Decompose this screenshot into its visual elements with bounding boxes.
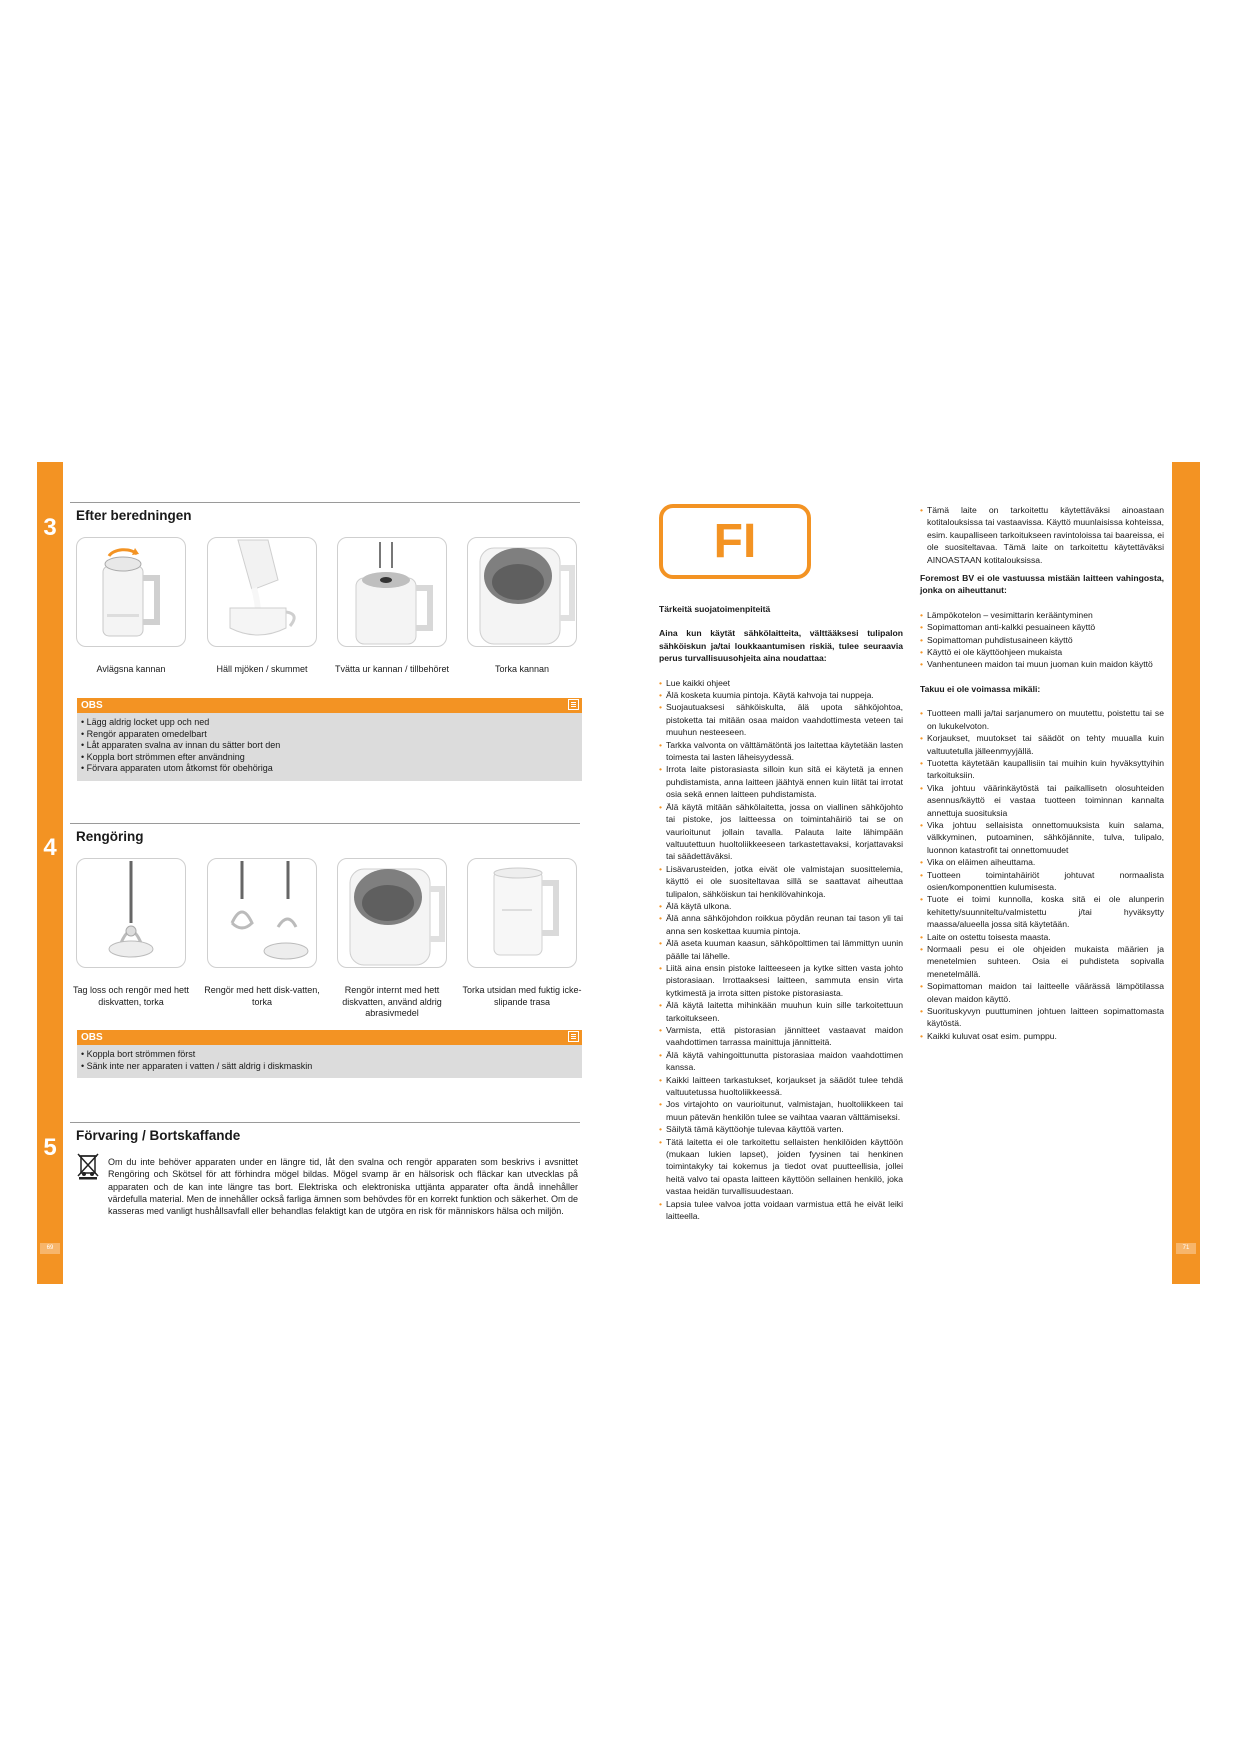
- safety-intro: Aina kun käytät sähkölaitteita, välttääksesi tulipalon sähköiskun ja/tai loukkaantumisen riskiä, tulee seuraavia perus turvallisuusohjeita aina noudattaa:: [659, 628, 903, 664]
- list-item: • Tuotteen toimintahäiriöt johtuvat normaalista osien/komponenttien kulumisesta.: [920, 869, 1164, 894]
- step-photo: [76, 858, 186, 968]
- liability-list: [920, 609, 1164, 671]
- warranty-list: [920, 707, 1164, 1042]
- step-caption: Rengör med hett disk-vatten, torka: [204, 985, 320, 1007]
- list-item: • Älä aseta kuuman kaasun, sähköpolttimen tai lämmittyn uunin päälle tai lähelle.: [659, 937, 903, 962]
- safety-column-1: [659, 603, 903, 1223]
- list-item: • Låt apparaten svalna av innan du sätter bort den: [81, 740, 582, 752]
- step-photo: [467, 537, 577, 647]
- step-photo: [467, 858, 577, 968]
- list-item: • Suojautuaksesi sähköiskulta, älä upota sähköjohtoa, pistoketta tai mitään osaa maidon vaahdottimesta veteen tai muuhun nesteeseen.: [659, 701, 903, 738]
- list-item: • Vika johtuu väärinkäytöstä tai paikallisetn olosuhteiden asennus/käyttö ei vastaa tuotteen toiminnan kannalta annettuja suosituksia: [920, 782, 1164, 819]
- obs-list: [77, 713, 582, 781]
- note-icon: [568, 1031, 579, 1042]
- step-photo: [337, 537, 447, 647]
- usage-list: [920, 504, 1164, 566]
- list-item: • Älä käytä laitetta mihinkään muuhun kuin sille tarkoitettuun tarkoitukseen.: [659, 999, 903, 1024]
- safety-list: [659, 677, 903, 1223]
- section-title: Efter beredningen: [76, 508, 192, 523]
- list-item: • Förvara apparaten utom åtkomst för obehöriga: [81, 763, 582, 775]
- section-title: Rengöring: [76, 829, 144, 844]
- list-item: • Vika on eläimen aiheuttama.: [920, 856, 1164, 868]
- whisk-in-jug-icon: [338, 538, 446, 646]
- section-number: 5: [43, 1134, 57, 1161]
- step-caption: Tvätta ur kannan / tillbehöret: [334, 664, 450, 674]
- list-item: • Korjaukset, muutokset tai säädöt on tehty muualla kuin valtuutetulla jälleenmyyjällä.: [920, 732, 1164, 757]
- warranty-heading: Takuu ei ole voimassa mikäli:: [920, 683, 1041, 694]
- list-item: • Irrota laite pistorasiasta silloin kun sitä ei käytetä ja ennen puhdistamista, anna laitteen jäähtyä ennen kuin liität tai irrotat osia sekä ennen laitteen puhdistamista.: [659, 763, 903, 800]
- list-item: • Älä anna sähköjohdon roikkua pöydän reunan tai tason yli tai anna sen koskettaa kuumia pintoja.: [659, 912, 903, 937]
- jug-interior-icon: [468, 538, 576, 646]
- list-item: • Suorituskyvyn puuttuminen johtuen laitteen sopimattomasta käytöstä.: [920, 1005, 1164, 1030]
- disposal-text: Om du inte behöver apparaten under en längre tid, låt den svalna och rengör apparaten som beskrivs i avsnittet Rengöring och Skötsel för att förhindra mögel bildas. Mögel svamp är en hälsorisk och fläckar kan utvecklas på apparaten och de kan inte längre tas bort. Elektriska och elektroniska uttjänta apparater ofta ändå innehåller värdefulla material. Men de innehåller också farliga ämnen som behövdes för en korrekt funktion och säkerhet. Om de kasseras med vanligt hushållsavfall eller behandlas felaktigt kan de utgöra en risk för människors hälsa och miljön.: [108, 1157, 578, 1217]
- list-item: • Älä käytä ulkona.: [659, 900, 903, 912]
- note-icon: [568, 699, 579, 710]
- list-item: • Koppla bort strömmen efter användning: [81, 752, 582, 764]
- section-title: Förvaring / Bortskaffande: [76, 1128, 241, 1143]
- list-item: • Normaali pesu ei ole ohjeiden mukaista määrien ja menetelmien suhteen. Osia ei puhdisteta sopivalla menetelmällä.: [920, 943, 1164, 980]
- list-item: • Varmista, että pistorasian jännitteet vastaavat maidon vaahdottimen tarrassa mainittuja jännitteitä.: [659, 1024, 903, 1049]
- list-item: • Tuotteen malli ja/tai sarjanumero on muutettu, poistettu tai se on lukukelvoton.: [920, 707, 1164, 732]
- remove-lid-icon: [77, 538, 185, 646]
- step-caption: Torka kannan: [494, 664, 550, 674]
- list-item: • Tämä laite on tarkoitettu käytettäväksi ainoastaan kotitalouksissa tai vastaavissa. Käyttö muunlaisissa kohteissa, esim. kaupalliseen tarkoitukseen ravintoloissa tai baareissa, ei ole suositeltavaa. Tämä laite on tarkoitettu käytettäväksi AINOASTAAN kotitalouksissa.: [920, 504, 1164, 566]
- list-item: • Tarkka valvonta on välttämätöntä jos laitettaa käytetään lasten toimesta tai lasten läheisyydessä.: [659, 739, 903, 764]
- list-item: • Tuote ei toimi kunnolla, koska sitä ei ole alunperin kehitetty/suunniteltu/valmistettu j/tai hyväksytty maassa/alueella jossa sitä käytetään.: [920, 893, 1164, 930]
- language-code: FI: [713, 515, 757, 568]
- pour-milk-icon: [208, 538, 316, 646]
- list-item: • Rengör apparaten omedelbart: [81, 729, 582, 741]
- section-number: 4: [43, 834, 57, 861]
- list-item: • Koppla bort strömmen först: [81, 1049, 582, 1061]
- safety-heading: Tärkeitä suojatoimenpiteitä: [659, 604, 771, 614]
- list-item: • Lapsia tulee valvoa jotta voidaan varmistua että he eivät leiki laitteella.: [659, 1198, 903, 1223]
- weee-bin-icon: [76, 1152, 100, 1180]
- whisk-icon: [77, 859, 185, 967]
- step-caption: Avlägsna kannan: [96, 664, 166, 674]
- section-divider: [70, 502, 580, 503]
- list-item: • Laite on ostettu toisesta maasta.: [920, 931, 1164, 943]
- list-item: • Vanhentuneen maidon tai muun juoman kuin maidon käyttö: [920, 658, 1164, 670]
- step-photo: [207, 858, 317, 968]
- step-caption: Torka utsidan med fuktig icke-slipande trasa: [462, 985, 582, 1007]
- step-photo: [207, 537, 317, 647]
- obs-box: [77, 1030, 582, 1078]
- list-item: • Käyttö ei ole käyttöohjeen mukaista: [920, 646, 1164, 658]
- section-divider: [70, 823, 580, 824]
- right-margin-bar: [1172, 462, 1200, 1284]
- liability-heading: Foremost BV ei ole vastuussa mistään laitteen vahingosta, jonka on aiheuttanut:: [920, 573, 1164, 596]
- step-photo: [76, 537, 186, 647]
- step-photo: [337, 858, 447, 968]
- list-item: • Liitä aina ensin pistoke laitteeseen ja kytke sitten vasta johto pistorasiaan. Irrottaaksesi laitteen, sammuta ensin virta kytkimestä ja irrota sitten pistoke pistorasiasta.: [659, 962, 903, 999]
- list-item: • Säilytä tämä käyttöohje tulevaa käyttöä varten.: [659, 1123, 903, 1135]
- list-item: • Vika johtuu sellaisista onnettomuuksista kuin salama, välkkyminen, putoaminen, sähköjännite, tulva, tulipalo, luonnon katastrofit tai onnettomuudet: [920, 819, 1164, 856]
- language-badge: [659, 504, 811, 579]
- list-item: • Lägg aldrig locket upp och ned: [81, 717, 582, 729]
- obs-label: OBS: [81, 1032, 103, 1043]
- step-caption: Tag loss och rengör med hett diskvatten, torka: [72, 985, 190, 1007]
- list-item: • Älä käytä vahingoittunutta pistorasiaa maidon vaahdottimen kanssa.: [659, 1049, 903, 1074]
- whisk-parts-icon: [208, 859, 316, 967]
- section-divider: [70, 1122, 580, 1123]
- frother-icon: [468, 859, 576, 967]
- list-item: • Sopimattoman anti-kalkki pesuaineen käyttö: [920, 621, 1164, 633]
- list-item: • Sopimattoman puhdistusaineen käyttö: [920, 634, 1164, 646]
- page-number: 69: [40, 1243, 60, 1254]
- obs-box: [77, 698, 582, 781]
- page-number: 71: [1176, 1243, 1196, 1254]
- list-item: • Älä käytä mitään sähkölaitetta, jossa on viallinen sähköjohto tai pistoke, jos laitteessa on toimintahäiriö tai se on vaurioitunut jollain tavalla. Palauta laite lähimpään valtuutettuun huoltoliikkeeseen tarkastettavaksi, korjattavaksi tai säädettäväksi.: [659, 801, 903, 863]
- step-caption: Häll mjöken / skummet: [216, 664, 308, 674]
- list-item: • Kaikki laitteen tarkastukset, korjaukset ja säädöt tulee tehdä valtuutetussa huoltoliikkeessä.: [659, 1074, 903, 1099]
- list-item: • Sopimattoman maidon tai laitteelle väärässä lämpötilassa olevan maidon käyttö.: [920, 980, 1164, 1005]
- list-item: • Älä kosketa kuumia pintoja. Käytä kahvoja tai nuppeja.: [659, 689, 903, 701]
- list-item: • Lue kaikki ohjeet: [659, 677, 903, 689]
- safety-column-2: [920, 504, 1164, 1042]
- jug-interior-icon: [338, 859, 446, 967]
- obs-label: OBS: [81, 700, 103, 711]
- list-item: • Kaikki kuluvat osat esim. pumppu.: [920, 1030, 1164, 1042]
- list-item: • Tuotetta käytetään kaupallisiin tai muihin kuin hyväksyttyihin tarkoituksiin.: [920, 757, 1164, 782]
- obs-list: [77, 1045, 582, 1078]
- list-item: • Jos virtajohto on vaurioitunut, valmistajan, huoltoliikkeen tai muun pätevän henkilön tulee se vaihtaa vaaran välttämiseksi.: [659, 1098, 903, 1123]
- list-item: • Sänk inte ner apparaten i vatten / sätt aldrig i diskmaskin: [81, 1061, 582, 1073]
- list-item: • Lämpökotelon – vesimittarin kerääntyminen: [920, 609, 1164, 621]
- section-number: 3: [43, 514, 57, 541]
- list-item: • Tätä laitetta ei ole tarkoitettu sellaisten henkilöiden käyttöön (mukaan lukien lapset), joiden fyysinen tai henkinen toimintakyky tai kokemus ja tiedot ovat puutteellisia, jollei heitä valvo tai opasta laitteen käyttöön sellainen henkilö, joka vastaa heidän turvallisuudestaan.: [659, 1136, 903, 1198]
- list-item: • Lisävarusteiden, jotka eivät ole valmistajan suosittelemia, käyttö ei ole suositeltavaa sillä se saattavat aiheuttaa tulipalon, sähköiskun tai henkilövahinkoja.: [659, 863, 903, 900]
- step-caption: Rengör internt med hett diskvatten, använd aldrig abrasivmedel: [342, 985, 442, 1018]
